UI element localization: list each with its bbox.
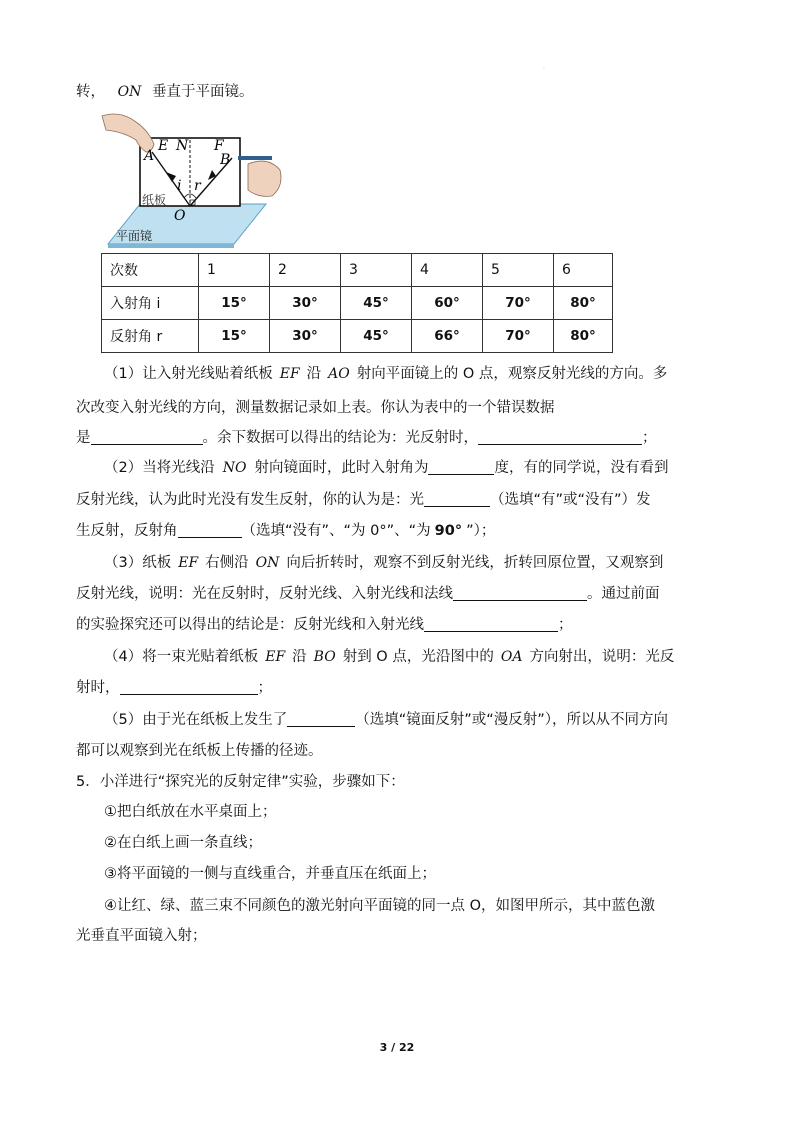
table-row — [102, 320, 613, 353]
q4-line2: 射时， ； — [76, 680, 272, 696]
label-o: O — [174, 208, 186, 224]
table-cell: 30° — [270, 320, 341, 353]
answer-blank[interactable] — [178, 521, 242, 538]
step-4: ④让红、绿、蓝三束不同颜色的激光射向平面镜的同一点 O，如图甲所示，其中蓝色激 — [104, 898, 656, 914]
answer-blank[interactable] — [424, 490, 490, 507]
label-paper: 纸板 — [142, 193, 167, 207]
answer-blank[interactable] — [428, 458, 494, 475]
table-cell: 45° — [341, 287, 412, 320]
problem5-title: 5．小洋进行“探究光的反射定律”实验，步骤如下： — [76, 774, 405, 790]
table-cell: 66° — [412, 320, 483, 353]
left-hand — [102, 114, 154, 152]
table-header-cell: 3 — [341, 254, 412, 287]
label-f: F — [214, 138, 224, 154]
table-row — [102, 287, 613, 320]
table-header-row — [102, 254, 613, 287]
table-header-cell: 1 — [199, 254, 270, 287]
on-symbol: ON — [117, 84, 142, 100]
q2-line1: （2）当将光线沿 NO 射向镜面时，此时入射角为 度，有的同学说，没有看到 — [104, 460, 669, 476]
mirror-edge — [108, 244, 234, 248]
q2-line2: 反射光线，认为此时光没有发生反射，你的认为是：光 （选填“有”或“没有”）发 — [76, 492, 651, 508]
answer-blank[interactable] — [120, 678, 258, 695]
table-header-cell: 2 — [270, 254, 341, 287]
scan-dot: · — [543, 66, 545, 73]
q5-line2: 都可以观察到光在纸板上传播的径迹。 — [76, 743, 323, 759]
answer-blank[interactable] — [287, 710, 355, 727]
table-header-cell: 5 — [483, 254, 554, 287]
page-number: 3 / 22 — [379, 1041, 415, 1054]
step-2: ②在白纸上画一条直线； — [104, 835, 262, 851]
table-header-cell: 6 — [554, 254, 613, 287]
table-header-cell: 次数 — [102, 254, 199, 287]
table-cell: 60° — [412, 287, 483, 320]
label-a: A — [144, 148, 155, 164]
answer-blank[interactable] — [424, 615, 558, 632]
q4-line1: （4）将一束光贴着纸板 EF 沿 BO 射到 O 点，光沿图中的 OA 方向射出，说明：光反 — [104, 649, 675, 665]
row-label: 反射角 r — [102, 320, 199, 353]
table-cell: 70° — [483, 320, 554, 353]
table-header-cell: 4 — [412, 254, 483, 287]
right-hand — [248, 161, 281, 196]
q3-line1: （3）纸板 EF 右侧沿 ON 向后折转时，观察不到反射光线，折转回原位置，又观察到 — [104, 555, 664, 571]
table-cell: 15° — [199, 287, 270, 320]
table-cell: 15° — [199, 320, 270, 353]
answer-blank[interactable] — [478, 428, 642, 445]
table-cell: 30° — [270, 287, 341, 320]
label-e: E — [158, 138, 169, 154]
label-n: N — [176, 138, 189, 154]
label-r: r — [194, 178, 201, 194]
q1-line1: （1）让入射光线贴着纸板 EF 沿 AO 射向平面镜上的 O 点，观察反射光线的方向。多 — [104, 366, 668, 382]
step-1: ①把白纸放在水平桌面上； — [104, 804, 277, 820]
label-i: i — [177, 178, 182, 194]
q1-line2: 次改变入射光线的方向，测量数据记录如上表。你认为表中的一个错误数据 — [76, 400, 555, 416]
q3-line3: 的实验探究还可以得出的结论是：反射光线和入射光线 ； — [76, 617, 573, 633]
table-cell: 45° — [341, 320, 412, 353]
table-cell: 70° — [483, 287, 554, 320]
answer-blank[interactable] — [453, 584, 587, 601]
table-cell: 80° — [554, 287, 613, 320]
q1-line3: 是 。余下数据可以得出的结论为：光反射时， ； — [76, 430, 657, 446]
reflection-figure — [96, 108, 296, 248]
label-mirror: 平面镜 — [116, 229, 153, 243]
q2-line3: 生反射，反射角 （选填“没有”、“为 0°”、“为 90° ”）； — [76, 523, 496, 539]
step-3: ③将平面镜的一侧与直线重合，并垂直压在纸面上； — [104, 866, 436, 882]
answer-blank[interactable] — [91, 428, 203, 445]
q5-line1: （5）由于光在纸板上发生了 （选填“镜面反射”或“漫反射”），所以从不同方向 — [104, 712, 669, 728]
angle-table — [101, 253, 613, 353]
table-cell: 80° — [554, 320, 613, 353]
label-b: B — [220, 152, 231, 168]
q3-line2: 反射光线，说明：光在反射时，反射光线、入射光线和法线 。通过前面 — [76, 586, 660, 602]
step-4-cont: 光垂直平面镜入射； — [76, 928, 207, 944]
row-label: 入射角 i — [102, 287, 199, 320]
header-line: 转， ON 垂直于平面镜。 — [76, 84, 254, 100]
